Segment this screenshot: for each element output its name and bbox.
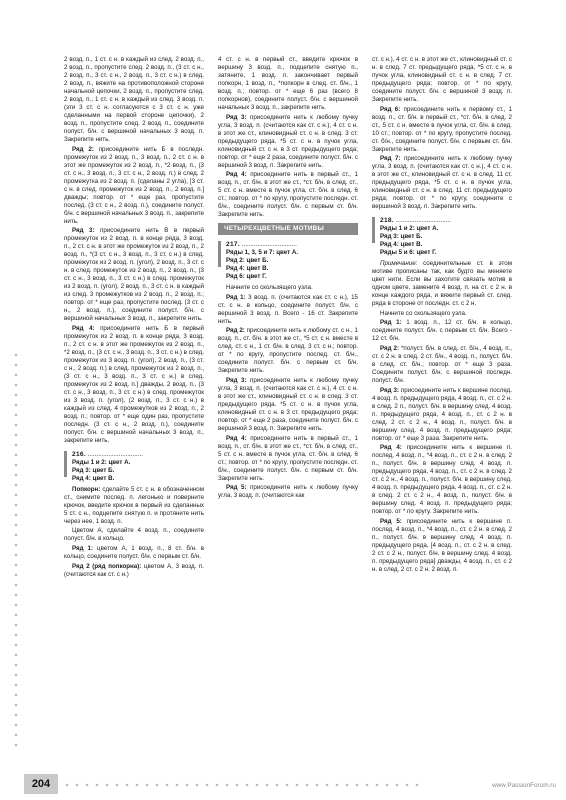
color-line: Ряд 3: цвет Б.	[72, 466, 115, 474]
page-number: 204	[24, 774, 58, 794]
paragraph: Ряд 2 (ряд попкорна): цветом А, 3 возд. п. (считаются как ст. с н.)	[64, 562, 204, 578]
paragraph: Ряд 3: присоедините нить к любому пучку угла, 3 возд. п. (считаются как ст. с н.), 4 ст. с н. в этот же ст., клиновидный ст. с н. в след. 3 ст. предыдущего ряда. *5 ст. с н. в пучок угла, клиновидный ст. с н. в 3 ст. предыдущего ряда; повтор. от * еще 2 раза, соедините полуст. б/н. с вершиной 3 возд. п. Закрепите нить.	[218, 376, 358, 432]
paragraph: Примечание: соединительные ст. в этом мотиве прописаны так, как будто вы меняете цвет нити. Если вы захотите связать мотив в одном цвете, замените 4 возд. п. на ст. с 2 н. в конце каждого ряда, и вяжите первый ст. след. ряда в стороне от последн. ст. с 2 н.	[372, 260, 512, 308]
pattern-dots: ................................	[241, 241, 297, 249]
paragraph: Ряд 2: присоедините нить к любому ст. с н., 1 возд. п., ст. б/н. в этот же ст., *5 ст. с н. вместе в след. ст. с н., 1 ст. б/н. в след. 3 ст. с н.; повтор. от * по кругу, пропустите послед. ст. б/н., соедините полуст. б/н. с первым ст. б/н. Закрепите нить.	[218, 327, 358, 375]
paragraph: Ряд 6: присоедините нить к первому ст., 1 возд. п., ст. б/н. в первый ст., *ст. б/н. в след. 2 ст., 5 ст. с н. вместе в пучок угла, ст. б/н. в след. 10 ст.; повтор. от * по кругу, пропустите послед. ст. б/н., соедините полуст. б/н. с первым ст. б/н. Закрепите нить.	[372, 105, 512, 153]
row-label: Попкорн:	[72, 485, 101, 493]
paragraph: Начните со скользящего узла.	[226, 284, 313, 292]
section-title-bar: ЧЕТЫРЕХЦВЕТНЫЕ МОТИВЫ	[218, 223, 358, 235]
row-label: Ряд 1:	[380, 319, 402, 327]
paragraph: Ряд 3: присоедините нить В в первый промежуток из 2 возд. п. в конце ряда, 3 возд. п., 2 ст. с н. в этот же промежуток из 2 возд. п., 2 возд. п., *(3 ст. с н., 3 возд. п., 3 ст. с н.) в след. промежуток из 2 возд. п. (угол), 2 возд. п., 3 ст. с н. в след. промежуток из 2 возд. п., 2 возд. п., (3 ст. с н., 3 возд. п., 3 ст. с н.) в след. промежуток из 2 возд. п. (угол), 2 возд. п., 3 ст. с н. в каждый из след. 3 промежутков из 2 возд. п., 2 возд. п.; повтор. от * еще раз, пропустите послед. (3 ст. с н., 2 возд. п.), соедините полуст. б/н. с вершиной начальных 3 возд. п., закрепите нить.	[64, 227, 204, 323]
paragraph: Ряд 1: 1 возд. п., 12 ст. б/н. в кольцо, соедините полуст. б/н. с первым ст. б/н. Всего - 12 ст. б/н.	[372, 319, 512, 343]
color-line: Ряд 6: цвет Г.	[226, 273, 267, 281]
row-label: Ряд 2 (ряд попкорна):	[72, 562, 142, 570]
decorative-dots-horizontal	[62, 782, 422, 788]
pattern-marker	[372, 217, 375, 243]
pattern-marker	[218, 241, 221, 267]
row-label: Ряд 2:	[72, 145, 94, 153]
paragraph: 2 возд. п., 1 ст. с н. в каждый из след. 2 возд. п., 2 возд. п., пропустите след. 2 возд. п., (3 ст. с н., 2 возд. п., 3 ст. с н., 2 возд. п., 3 ст. с н.) в след. 2 возд. п., вяжите на противоположной стороне начальной цепочки, 2 возд. п., пропустите след. 2 возд. п., 1 ст. с н. в каждый из след. 3 возд. п. (эти 3 ст. с н. согласуются с 3 ст. с н. уже сделанными на первой стороне цепочки), 2 возд. п., пропустите след. 2 возд. п., соедините полуст. б/н. с вершиной начальных 3 возд. п. Закрепите нить.	[64, 56, 204, 143]
color-line: Ряд 4: цвет В.	[380, 241, 423, 249]
color-line: Ряд 3: цвет Б.	[380, 233, 423, 241]
pattern-217-header	[218, 241, 358, 281]
pattern-dots: ................................	[87, 450, 143, 458]
paragraph: Ряд 5: присоедините нить к вершине п. послед. 4 возд. п., *4 возд. п., ст. с 2 н. в след. 2 п., полуст. б/н. в вершину след. 4 возд. п. предыдущего ряда, [4 возд. п., ст. с 2 н. в след. 2 ст. с 2 н., полуст. б/н. в вершину след. 4 возд. п. предыдущего ряда] дважды, 4 возд. п., ст. с 2 н. в след. 2 ст. с 2 н. 2 возд. п.	[372, 517, 512, 573]
row-label: Ряд 1:	[226, 293, 246, 301]
paragraph: Ряд 5: присоедините нить к любому пучку угла, 3 возд. п. (считаются как	[218, 484, 358, 500]
paragraph: Ряд 1: 3 возд. п. (считаются как ст. с н.), 15 ст. с н. в кольцо, соедините полуст. б/н. с вершиной 3 возд. п. Всего - 16 ст. Закрепите нить.	[218, 293, 358, 325]
color-line: Ряд 4: цвет В.	[72, 474, 115, 482]
paragraph: Ряд 2: присоедините нить Б в последн. промежуток из 2 возд. п., 3 возд. п., 2 ст. с н. в этот же промежуток из 2 возд. п., *2 возд. п., (3 ст. с н., 3 возд. п., 3 ст. с н., 2 возд. п.) в след. 2 промежутка из 2 возд. п. (сделаны 2 угла), [3 ст. с н. в след. промежуток из 2 возд. п., 2 возд. п.] дважды; повтор. от * еще раз, пропустите послед. (3 ст. с н., 2 возд. п.), соедините полуст. б/н. с вершиной начальных 3 возд. п., закрепите нить.	[64, 145, 204, 225]
pattern-number: 217.	[226, 241, 241, 249]
paragraph: Ряд 3: присоедините нить к вершине послед. 4 возд. п. предыдущего ряда, 4 возд. п., ст. с 2 н. в след. 2 п., полуст. б/н. в вершину след. 4 возд. п. предыдущего ряда, 4 возд. п., ст. с 2 н. в след. 2 ст. с 2 н., 4 возд. п., полуст. б/н. в вершину след. 4 возд. п. предыдущего ряда; повтор. от * еще 3 раза. Закрепите нить.	[372, 386, 512, 442]
row-label: Ряд 3:	[72, 227, 95, 235]
pattern-218-header	[372, 217, 512, 257]
color-line: Ряд 4: цвет В.	[226, 265, 269, 273]
paragraph: Ряд 4: присоедините нить к вершине п. послед. 4 возд. п., *4 возд. п., ст. с 2 н. в след. 2 п., полуст. б/н. в вершину след. 4 возд. п. предыдущего ряда, 4 возд. п., ст. с 2 н. в след. 2 ст. с 2 н., 4 возд. п., полуст. б/н. в вершину след. 4 возд. п. предыдущего ряда, 4 возд. п., ст. с 2 н. в след. 2 ст. с 2 н., 4 возд. п., полуст. б/н. в вершину след. 4 возд. п. предыдущего ряда; повтор. от * по кругу. Закрепите нить.	[372, 444, 512, 516]
note-label: Примечание:	[380, 260, 418, 268]
row-label: Ряд 3:	[226, 113, 247, 121]
paragraph: Цветом А, сделайте 4 возд. п., соедините полуст. б/н. в кольцо.	[64, 527, 204, 543]
text-column-2	[218, 56, 358, 502]
paragraph: Начните со скользящего узла.	[380, 309, 467, 317]
pattern-marker	[64, 451, 67, 477]
row-label: Ряд 4:	[226, 434, 247, 442]
row-label: Ряд 2:	[380, 344, 400, 352]
row-label: Ряд 6:	[380, 105, 401, 113]
color-line: Ряды 1, 3, 5 и 7: цвет А.	[226, 249, 299, 257]
row-label: Ряд 7:	[380, 155, 401, 163]
row-label: Ряд 1:	[72, 544, 94, 552]
paragraph: Ряд 7: присоедините нить к любому пучку угла, 3 возд. п. (считаются как ст. с н.), 4 ст. с н. в этот же ст., клиновидный ст. с н. в след. 11 ст. предыдущего ряда, *5 ст. с н. в пучок угла, клиновидный ст. с н. в след. 11 ст. предыдущего ряда; повтор. от * по кругу, соедините с вершиной 3 возд. п. Закрепите нить.	[372, 155, 512, 211]
paragraph: Ряд 2: *полуст. б/н. в след. ст. б/н., 4 возд. п., ст. с 2 н. в след. 2 ст. б/н., 4 возд. п., полуст. б/н. в след. ст. б/н.; повтор. от * еще 3 раза. Соедините полуст. б/н. с вершиной последн. полуст. б/н.	[372, 344, 512, 384]
row-label: Ряд 2:	[226, 327, 245, 335]
text-column-1	[64, 56, 204, 580]
row-label: Ряд 4:	[380, 444, 402, 452]
watermark: www.PassionForum.ru	[492, 782, 556, 789]
row-label: Ряд 4:	[226, 171, 247, 179]
pattern-216-header	[64, 451, 204, 483]
paragraph: Попкорн: сделайте 5 ст. с н. в обозначенном ст., снимите послед. п. легонько и поверните крючок, введите крючок в первый из сделанных 5 ст. с н., подцепите снятую п. и протяните нить через нее, 1 возд. п.	[64, 485, 204, 525]
paragraph: Ряд 4: присоедините нить Б в первый промежуток из 2 возд. п. в конце ряда, 3 возд. п., 2 ст. с н. в этот же промежуток из 2 возд. п., *2 возд. п., (3 ст. с н., 3 возд. п., 3 ст. с н.) в след. промежуток из 3 возд. п. (угол), 2 возд. п., (3 ст. с н., 2 возд. п.) в след. промежуток из 2 возд. п., (3 ст. с н., 3 возд. п., 3 ст. с н.) в след. промежуток из 2 возд. п.] дважды, 2 возд. п., (3 ст. с н., 3 возд. п., 3 ст. с н.) в след. промежуток из 3 возд. п. (угол), (2 возд. п., 3 ст. с н.) в каждый из след. 4 промежутков из 2 возд. п., 2 возд. п.; повтор. от * еще один раз, пропустите последн. (3 ст. с н., 2 возд. п.), соедините полуст. б/н. с вершиной начальных 3 возд. п., закрепите нить.	[64, 324, 204, 444]
paragraph: Ряд 3: присоедините нить к любому пучку угла, 3 возд. п. (считаются как ст. с н.), 4 ст. с н. в этот же ст., клиновидный ст. с н. в след. 3 ст. предыдущего ряда. *5 ст. с н. в пучок угла, клиновидный ст. с н. в 3 ст. предыдущего ряда; повтор. от * еще 2 раза, соедините полуст. б/н. с вершиной 3 возд. п. Закрепите нить.	[218, 113, 358, 169]
pattern-dots: ................................	[395, 217, 451, 225]
row-label: Ряд 3:	[226, 376, 247, 384]
pattern-number: 216.	[72, 450, 87, 458]
row-label: Ряд 5:	[226, 484, 247, 492]
row-label: Ряд 4:	[72, 324, 95, 332]
paragraph: Ряд 4: присоедините нить в первый ст., 1 возд. п., ст. б/н. в этот же ст., *ст. б/н. в след. ст., 5 ст. с н. вместе в пучок угла, ст. б/н. в след. 6 ст.; повтор. от * по кругу, пропустите последн. ст. б/н., соедините полуст. б/н. с первым ст. б/н. Закрепите нить.	[218, 171, 358, 219]
pattern-number: 218.	[380, 217, 395, 225]
paragraph: 4 ст. с н. в первый ст., введите крючок в вершину 3 возд. п., подцепите снятую п., затяните, 1 возд. п. закончивает первый попкорн, 1 возд. п., *попкорн в след. ст. б/н., 1 возд. п.; повтор. от * еще 6 раз (всего 8 попкорнов), соедините полуст. б/н. с вершиной начальных 3 возд. п., закрепите нить.	[218, 56, 358, 111]
row-label: Ряд 5:	[380, 517, 402, 525]
decorative-dots-vertical	[14, 350, 18, 750]
paragraph: Ряд 1: цветом А, 1 возд. п., 8 ст. б/н. в кольцо, соедините полуст. б/н. с первым ст. б/н.	[64, 544, 204, 560]
color-line: Ряды 5 и 6: цвет Г.	[380, 249, 437, 257]
color-line: Ряд 2: цвет Б.	[226, 257, 269, 265]
paragraph: Ряд 4: присоедините нить в первый ст., 1 возд. п., ст. б/н. в этот же ст., *ст. б/н. в след. ст., 5 ст. с н. вместе в пучок угла, ст. б/н. в след. 6 ст.; повтор. от * по кругу, пропустите последн. ст. б/н., соедините полуст. б/н. с первым ст. б/н. Закрепите нить.	[218, 434, 358, 482]
paragraph: ст. с н.), 4 ст. с н. в этот же ст., клиновидный ст. с н. в след. 7 ст. предыдущего ряда, *5 ст. с н. в пучок угла, клиновидный ст. с н. в след. 7 ст. предыдущего ряда; повтор. от * по кругу, соедините полуст. б/н. с вершиной 3 возд. п. Закрепите нить.	[372, 56, 512, 103]
row-label: Ряд 3:	[380, 386, 399, 394]
text-column-3	[372, 56, 512, 575]
color-line: Ряды 1 и 2: цвет А.	[72, 458, 131, 466]
color-line: Ряды 1 и 2: цвет А.	[380, 225, 439, 233]
